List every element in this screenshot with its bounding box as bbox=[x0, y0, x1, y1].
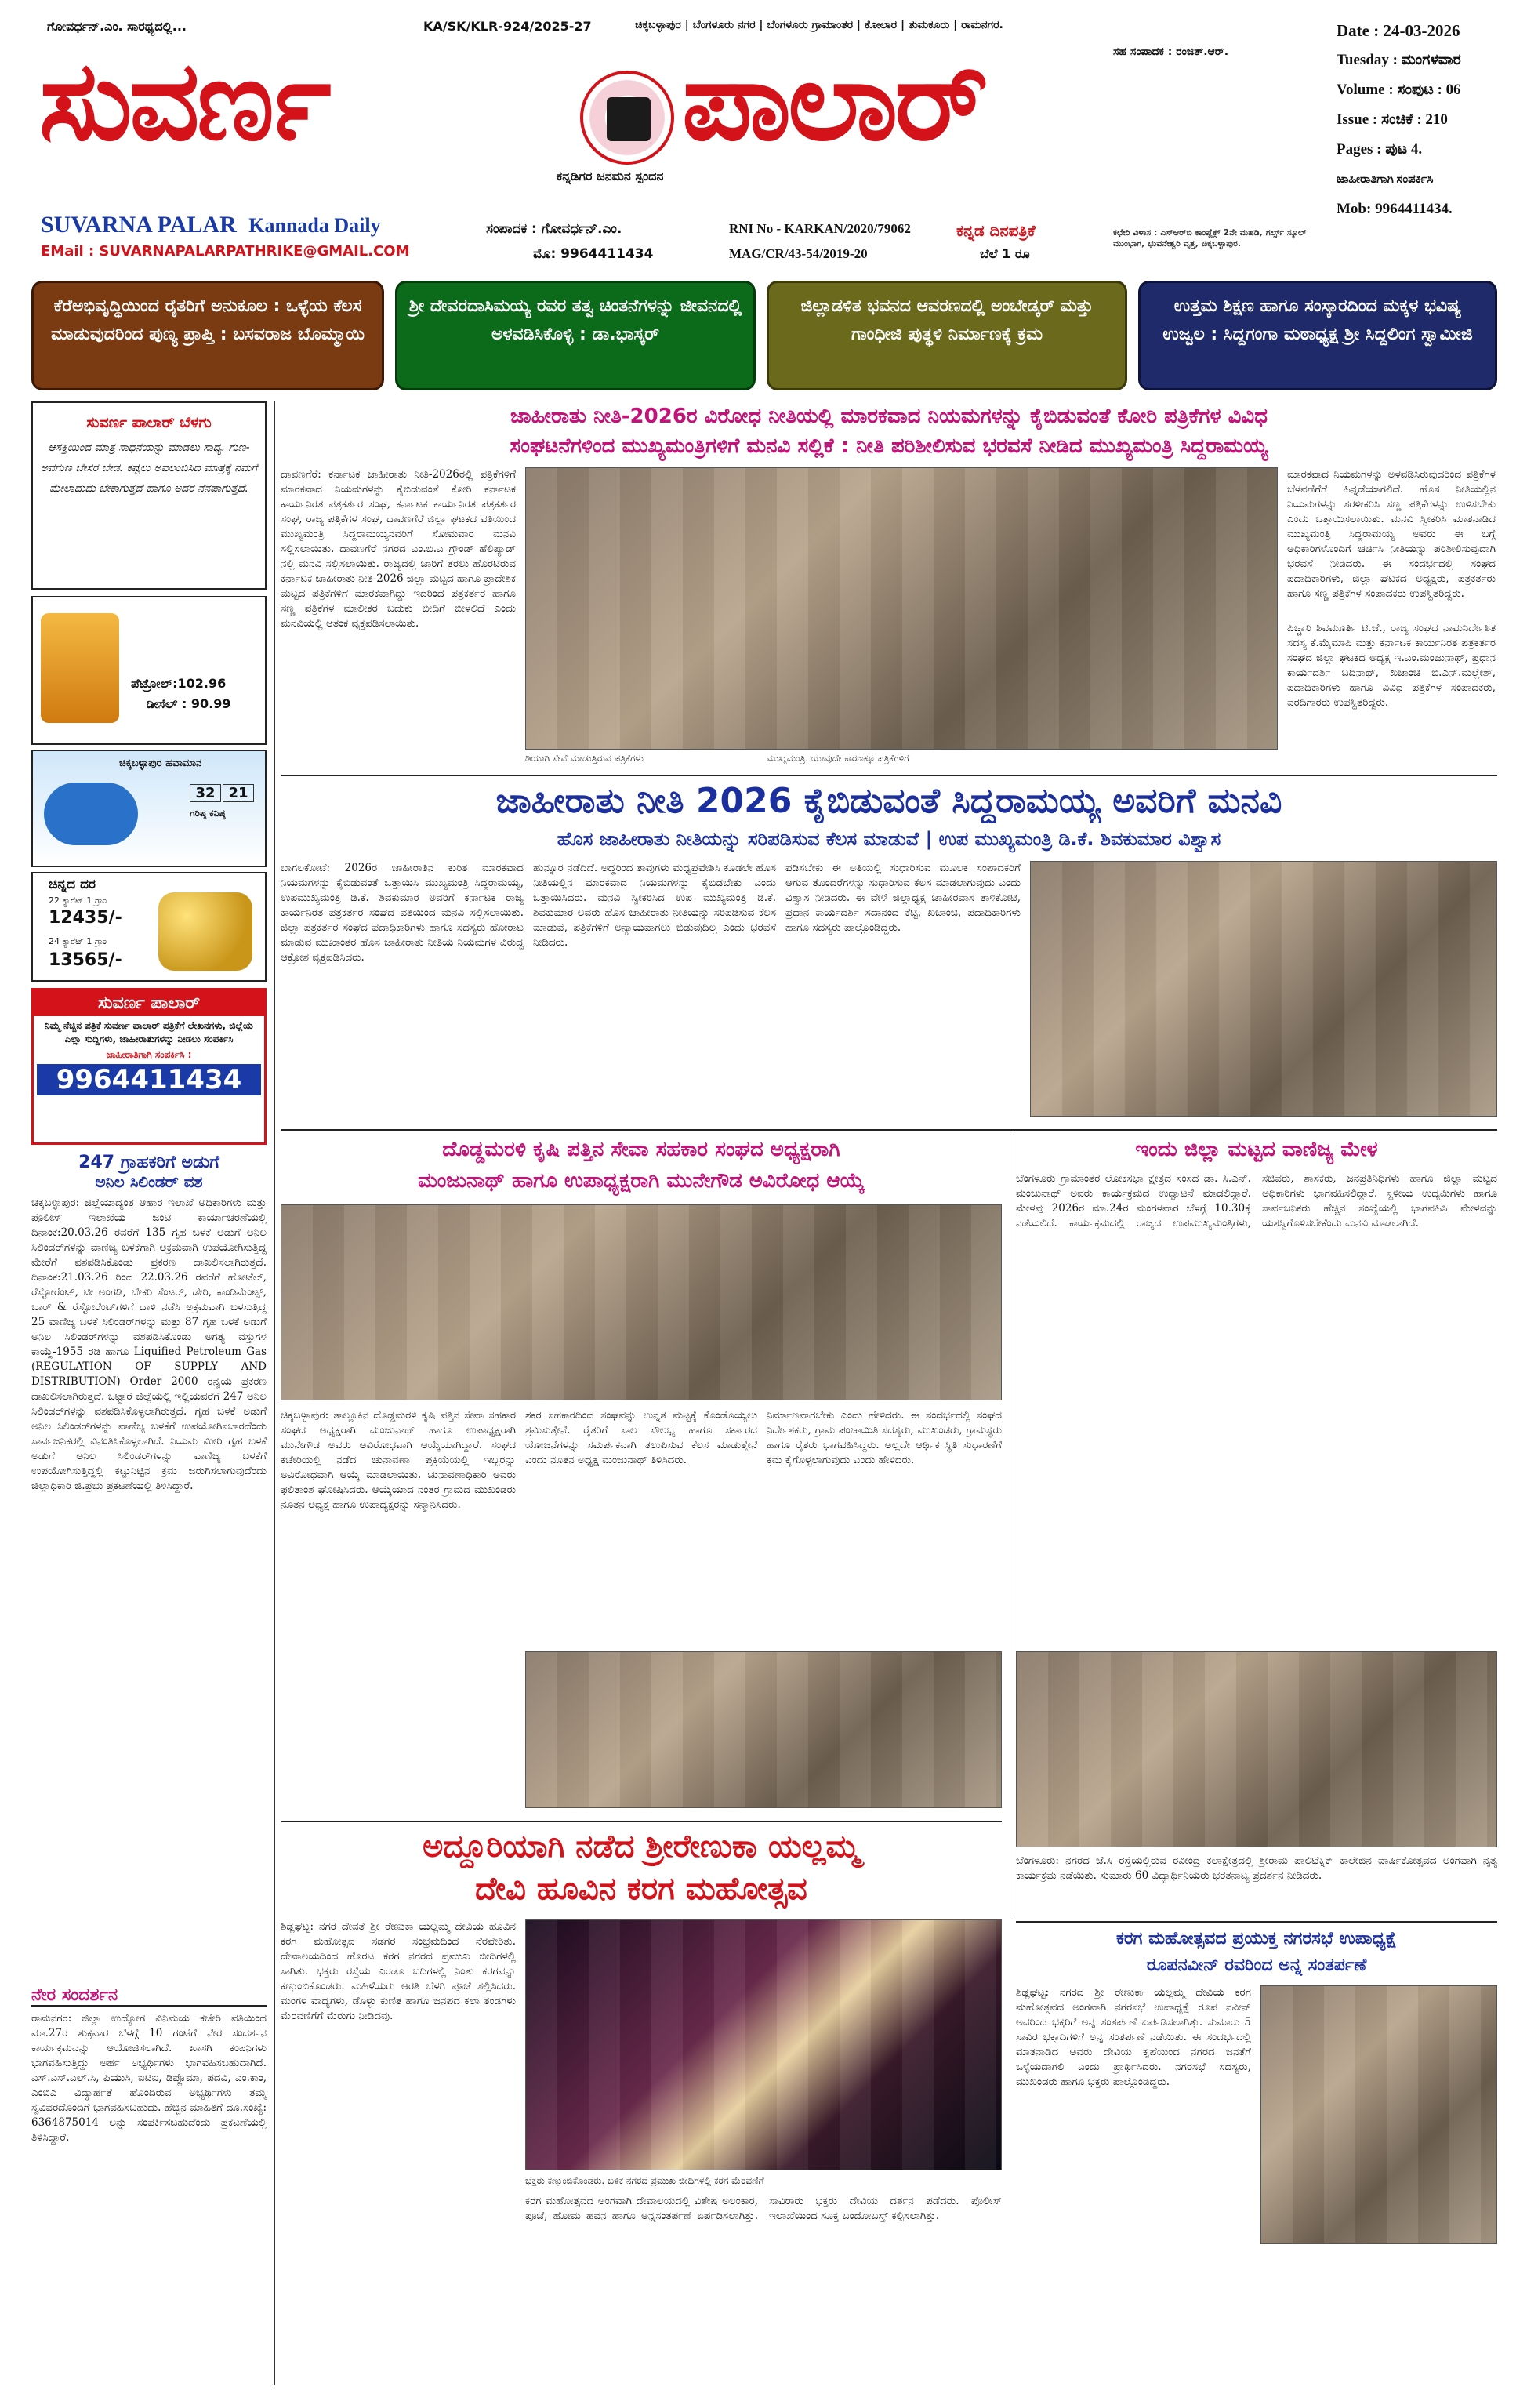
annadana-headline-1: ಕರಗ ಮಹೋತ್ಸವದ ಪ್ರಯುಕ್ತ ನಗರಸಭೆ ಉಪಾಧ್ಯಕ್ಷೆ bbox=[1115, 1929, 1398, 1949]
issue-info bbox=[1337, 16, 1501, 224]
lead-story bbox=[281, 401, 1497, 770]
trade-fair-text: ಬೆಂಗಳೂರು ಗ್ರಾಮಾಂತರ ಲೋಕಸಭಾ ಕ್ಷೇತ್ರದ ಸಂಸದ ಡಾ. ಸಿ.ಎನ್. ಮಂಜುನಾಥ್ ಅವರು ಕಾರ್ಯಕ್ರಮದ ಉದ್ಘಾಟನೆ ಮಾಡಲಿದ್ದಾರೆ. ಮೇಳವು 2026ರ ಮಾ.24ರ ಮಂಗಳವಾರ ಬೆಳಗ್ಗೆ 10.30ಕ್ಕೆ ನಡೆಯಲಿದೆ. ಕಾರ್ಯಕ್ರಮದಲ್ಲಿ ರಾಜ್ಯದ ಉಪಮುಖ್ಯಮಂತ್ರಿಗಳು, ಸಚಿವರು, ಶಾಸಕರು, ಜನಪ್ರತಿನಿಧಿಗಳು ಹಾಗೂ ಜಿಲ್ಲಾ ಮಟ್ಟದ ಅಧಿಕಾರಿಗಳು ಭಾಗವಹಿಸಲಿದ್ದಾರೆ. ಸ್ಥಳೀಯ ಉದ್ಯಮಿಗಳು ಹಾಗೂ ಸಾರ್ವಜನಿಕರು ಹೆಚ್ಚಿನ ಸಂಖ್ಯೆಯಲ್ಲಿ ಭಾಗವಹಿಸಿ ಮೇಳವನ್ನು ಯಶಸ್ವಿಗೊಳಿಸಬೇಕೆಂದು ಮನವಿ ಮಾಡಲಾಗಿದೆ. bbox=[1016, 1172, 1497, 1229]
temp-min: 21 bbox=[223, 784, 254, 802]
karaga-headline-1: ಅದ್ದೂರಿಯಾಗಿ ನಡೆದ ಶ್ರೀರೇಣುಕಾ ಯಲ್ಲಮ್ಮ bbox=[423, 1829, 860, 1865]
fuel-box bbox=[31, 596, 267, 745]
english-name-main: SUVARNA PALAR bbox=[41, 212, 237, 238]
teaser-2-text: ಶ್ರೀ ದೇವರದಾಸಿಮಯ್ಯ ರವರ ತತ್ವ ಚಿಂತನೆಗಳನ್ನು ಜೀವನದಲ್ಲಿ ಅಳವಡಿಸಿಕೊಳ್ಳಿ : ಡಾ.ಭಾಸ್ಕರ್ bbox=[408, 296, 742, 344]
coop-headline-1: ದೊಡ್ಡಮರಳಿ ಕೃಷಿ ಪತ್ತಿನ ಸೇವಾ ಸಹಕಾರ ಸಂಘದ ಅಧ್ಯಕ್ಷರಾಗಿ bbox=[442, 1138, 840, 1161]
coop-col-3: ನಿರ್ಮಾಣವಾಗಬೇಕು ಎಂದು ಹೇಳಿದರು. ಈ ಸಂದರ್ಭದಲ್ಲಿ ಸಂಘದ ನಿರ್ದೇಶಕರು, ಗ್ರಾಮ ಪಂಚಾಯಿತಿ ಸದಸ್ಯರು, ಮುಖಂಡರು, ಗ್ರಾಮಸ್ಥರು ಹಾಗೂ ರೈತರು ಭಾಗವಹಿಸಿದ್ದರು. ಅಲ್ಲದೇ ಆರ್ಥಿಕ ಸ್ಥಿತಿ ಸುಧಾರಣೆಗೆ ಕ್ರಮ ಕೈಗೊಳ್ಳಲಾಗುವುದು ಎಂದು ಹೇಳಿದರು. bbox=[767, 1409, 1002, 1466]
karaga-photo-caption: ಭಕ್ತರು ಕಣ್ತುಂಬಿಕೊಂಡರು. ಬಳಿಕ ನಗರದ ಪ್ರಮುಖ ಬೀದಿಗಳಲ್ಲಿ ಕರಗ ಮೆರವಣಿಗೆ bbox=[525, 2175, 764, 2186]
trade-fair-photo-text: ಬೆಂಗಳೂರು: ನಗರದ ಜೆ.ಸಿ ರಸ್ತೆಯಲ್ಲಿರುವ ರವೀಂದ್ರ ಕಲಾಕ್ಷೇತ್ರದಲ್ಲಿ ಶ್ರೀರಾಮ ಪಾಲಿಟೆಕ್ನಿಕ್ ಕಾಲೇಜಿನ ವಾರ್ಷಿಕೋತ್ಸವದ ಅಂಗವಾಗಿ ನೃತ್ಯ ಕಾರ್ಯಕ್ರಮ ನಡೆಯಿತು. ಸುಮಾರು 60 ವಿದ್ಯಾರ್ಥಿನಿಯರು ಭರತನಾಟ್ಯ ಪ್ರದರ್ಶನ ನೀಡಿದರು. bbox=[1016, 1854, 1497, 1882]
editor-mobile: ಮೊ: 9964411434 bbox=[533, 246, 654, 262]
gold24-price: 13565/- bbox=[49, 950, 122, 970]
lead-photo-caption-1: ಡಿಯಾಗಿ ಸೇವೆ ಮಾಡುತ್ತಿರುವ ಪತ್ರಿಕೆಗಳು bbox=[525, 753, 644, 764]
second-photo bbox=[1030, 861, 1497, 1117]
price: ಬೆಲೆ 1 ರೂ bbox=[980, 246, 1030, 261]
trade-fair-story bbox=[1016, 1134, 1497, 1918]
book-icon bbox=[607, 97, 651, 141]
gold24-label: 24 ಕ್ಯಾರೆಟ್ 1 ಗ್ರಾಂ bbox=[49, 936, 107, 946]
office-address: ಕಛೇರಿ ವಿಳಾಸ : ಎಸ್‌ಆರ್‌ಬಿ ಕಾಂಪ್ಲೆಕ್ಸ್ 2ನೇ ಮಹಡಿ, ಗರ್ಲ್ಸ್ ಸ್ಕೂಲ್ ಮುಂಭಾಗ, ಭುವನೇಶ್ವರಿ ವೃತ್ತ, ಚಿಕ್ಕಬಳ್ಳಾಪುರ. bbox=[1113, 227, 1307, 249]
reg-number: KA/SK/KLR-924/2025-27 bbox=[423, 19, 592, 34]
lead-col-3: ಪಿಚ್ಚಾರಿ ಶಿವಮೂರ್ತಿ ಟಿ.ಜೆ., ರಾಜ್ಯ ಸಂಘದ ನಾಮನಿರ್ದೇಶಿತ ಸದಸ್ಯ ಕೆ.ಮೈಮಾಪಿ ಮತ್ತು ಕರ್ನಾಟಕ ಕಾರ್ಯನಿರತ ಪತ್ರಕರ್ತರ ಸಂಘದ ಜಿಲ್ಲಾ ಘಟಕದ ಅಧ್ಯಕ್ಷ ಇ.ಎಂ.ಮಂಜುನಾಥ್, ಪ್ರಧಾನ ಕಾರ್ಯದರ್ಶಿ ಬದಿನಾಥ್, ಖಜಾಂಚಿ ಬಿ.ಎನ್.ಮಲ್ಲೇಶ್, ಪದಾಧಿಕಾರಿಗಳು ಹಾಗೂ ವಿವಿಧ ಪತ್ರಿಕೆಗಳ ಸಂಪಾದಕರು, ವರದಿಗಾರರು ಉಪಸ್ಥಿತರಿದ್ದರು. bbox=[1287, 622, 1496, 709]
second-col-3: ಪಡಿಸಬೇಕು ಈ ಅತಿಯಲ್ಲಿ ಸುಧಾರಿಸುವ ಮೂಲಕ ಸಂಪಾದಕರಿಗೆ ಆಗುವ ತೊಂದರೆಗಳನ್ನು ಸುಧಾರಿಸುವ ಕೆಲಸ ಮಾಡಲಾಗುವುದು ಎಂದು ವಿಶ್ವಾಸ ನೀಡಿದರು. ಈ ವೇಳೆ ಜಿಲ್ಲಾಧ್ಯಕ್ಷ ಜಾಹೀರವಾಸ ತಾಳಿಕೋಟಿ, ಪ್ರಧಾನ ಕಾರ್ಯದರ್ಶಿ ಸದಾನಂದ ಕೆಟ್ಟಿ, ಖಜಾಂಚಿ, ಪದಾಧಿಕಾರಿಗಳು ಹಾಗೂ ಸದಸ್ಯರು ಪಾಲ್ಗೊಂಡಿದ್ದರು. bbox=[785, 862, 1021, 934]
teaser-1[interactable] bbox=[31, 281, 384, 390]
issue-day: Tuesday : ಮಂಗಳವಾರ bbox=[1337, 52, 1461, 68]
gold22-price: 12435/- bbox=[49, 908, 122, 928]
teaser-row bbox=[31, 281, 1497, 397]
promo-text: ನಿಮ್ಮ ನೆಚ್ಚಿನ ಪತ್ರಿಕೆ ಸುವರ್ಣ ಪಾಲಾರ್ ಪತ್ರಿಕೆಗೆ ಲೇಖನಗಳು, ಜಿಲ್ಲೆಯ ಎಲ್ಲಾ ಸುದ್ದಿಗಳು, ಜಾಹೀರಾತುಗಳನ್ನು ನೀಡಲು ಸಂಪರ್ಕಿಸಿ bbox=[45, 1020, 253, 1044]
second-headline: ಜಾಹೀರಾತು ನೀತಿ 2026 ಕೈಬಿಡುವಂತೆ ಸಿದ್ದರಾಮಯ್ಯ ಅವರಿಗೆ ಮನವಿ bbox=[495, 781, 1282, 821]
diesel-price: ಡೀಸೆಲ್ : 90.99 bbox=[147, 696, 231, 711]
english-name-sub: Kannada Daily bbox=[248, 214, 381, 237]
annadana-story bbox=[1016, 1926, 1497, 2385]
lead-photo bbox=[525, 467, 1278, 750]
title-right: ಪಾಲಾರ್ bbox=[682, 38, 985, 165]
karaga-headline-2: ದೇವಿ ಹೂವಿನ ಕರಗ ಮಹೋತ್ಸವ bbox=[475, 1871, 807, 1907]
annadana-text: ಶಿಡ್ಲಘಟ್ಟ: ನಗರದ ಶ್ರೀ ರೇಣುಕಾ ಯಲ್ಲಮ್ಮ ದೇವಿಯ ಕರಗ ಮಹೋತ್ಸವದ ಅಂಗವಾಗಿ ನಗರಸಭೆ ಉಪಾಧ್ಯಕ್ಷೆ ರೂಪ ನವೀನ್ ಅವರಿಂದ ಭಕ್ತರಿಗೆ ಅನ್ನ ಸಂತರ್ಪಣೆ ಏರ್ಪಡಿಸಲಾಗಿತ್ತು. ಸುಮಾರು 5 ಸಾವಿರ ಭಕ್ತಾದಿಗಳಿಗೆ ಅನ್ನ ಸಂತರ್ಪಣೆ ನಡೆಯಿತು. ಈ ಸಂದರ್ಭದಲ್ಲಿ ಮಾತನಾಡಿದ ಅವರು ದೇವಿಯ ಕೃಪೆಯಿಂದ ನಗರದ ಜನತೆಗೆ ಒಳ್ಳೆಯದಾಗಲಿ ಎಂದು ಪ್ರಾರ್ಥಿಸಿದರು. ನಗರಸಭೆ ಸದಸ್ಯರು, ಮುಖಂಡರು ಹಾಗೂ ಭಕ್ತರು ಪಾಲ್ಗೊಂಡಿದ್ದರು. bbox=[1016, 1986, 1251, 2088]
promo-title: ಸುವರ್ಣ ಪಾಲಾರ್ bbox=[34, 990, 264, 1016]
gas-text: ಚಿಕ್ಕಬಳ್ಳಾಪುರ: ಜಿಲ್ಲೆಯಾದ್ಯಂತ ಆಹಾರ ಇಲಾಖೆ ಅಧಿಕಾರಿಗಳು ಮತ್ತು ಪೊಲೀಸ್ ಇಲಾಖೆಯ ಜಂಟಿ ಕಾರ್ಯಾಚರಣೆಯಲ್ಲಿ ದಿನಾಂಕ:20.03.26 ರವರೆಗೆ 135 ಗೃಹ ಬಳಕೆ ಅಡುಗೆ ಅನಿಲ ಸಿಲಿಂಡರ್‌ಗಳನ್ನು ವಾಣಿಜ್ಯ ಬಳಕೆಗಾಗಿ ಅಕ್ರಮವಾಗಿ ಉಪಯೋಗಿಸುತ್ತಿದ್ದ ಮೇರೆಗೆ ವಶಪಡಿಸಿಕೊಂಡು ಪ್ರಕರಣ ದಾಖಲಿಸಲಾಗಿರುತ್ತದೆ. ದಿನಾಂಕ:21.03.26 ರಿಂದ 22.03.26 ರವರೆಗೆ ಹೋಟೆಲ್, ರೆಸ್ಟೋರೆಂಟ್, ಟೀ ಅಂಗಡಿ, ಬೇಕರಿ ಸೆಂಟರ್, ಡೇರಿ, ಕಾಂಡಿಮೆಂಟ್ಸ್, ಬಾರ್ & ರೆಸ್ಟೋರೆಂಟ್‌ಗಳಿಗೆ ದಾಳಿ ನಡೆಸಿ ಅಕ್ರಮವಾಗಿ ಬಳಸುತ್ತಿದ್ದ 25 ವಾಣಿಜ್ಯ ಬಳಕೆ ಸಿಲಿಂಡರ್‌ಗಳನ್ನು ಮತ್ತು 87 ಗೃಹ ಬಳಕೆ ಅಡುಗೆ ಅನಿಲ ಸಿಲಿಂಡರ್‌ಗಳನ್ನು ವಶಪಡಿಸಿಕೊಂಡು ಅಗತ್ಯ ವಸ್ತುಗಳ ಕಾಯ್ದೆ-1955 ರಡಿ ಹಾಗೂ Liquified Petroleum Gas (REGULATION OF SUPPLY AND DISTRIBUTION) Order 2000 ರನ್ವಯ ಪ್ರಕರಣ ದಾಖಲಿಸಲಾಗಿರುತ್ತದೆ. ಒಟ್ಟಾರೆ ಜಿಲ್ಲೆಯಲ್ಲಿ ಇಲ್ಲಿಯವರೆಗೆ 247 ಅನಿಲ ಸಿಲಿಂಡರ್‌ಗಳನ್ನು ವಶಪಡಿಸಿಕೊಳ್ಳಲಾಗಿರುತ್ತದೆ. ಗೃಹ ಬಳಕೆ ಅಡುಗೆ ಅನಿಲ ಸಿಲಿಂಡರ್‌ಗಳನ್ನು ವಾಣಿಜ್ಯ ಬಳಕೆಗೆ ಉಪಯೋಗಿಸಬಾರದೆಂದು ಸಾರ್ವಜನಿಕರಲ್ಲಿ ವಿನಂತಿಸಿಕೊಳ್ಳಲಾಗಿದೆ. ನಿಯಮ ಮೀರಿ ಗೃಹ ಬಳಕೆ ಅಡುಗೆ ಅನಿಲ ಸಿಲಿಂಡರ್‌ಗಳನ್ನು ವಾಣಿಜ್ಯ ಬಳಕೆಗೆ ಉಪಯೋಗಿಸುತ್ತಿದ್ದಲ್ಲಿ ಕಟ್ಟುನಿಟ್ಟಿನ ಕ್ರಮ ಜರುಗಿಸಲಾಗುವುದೆಂದು ಜಿಲ್ಲಾಧಿಕಾರಿ ಜಿ.ಪ್ರಭು ಪ್ರಕಟಣೆಯಲ್ಲಿ ತಿಳಿಸಿದ್ದಾರೆ. bbox=[31, 1197, 267, 1492]
trade-fair-photo bbox=[1016, 1651, 1497, 1847]
coop-headline-2: ಮಂಜುನಾಥ್ ಹಾಗೂ ಉಪಾಧ್ಯಕ್ಷರಾಗಿ ಮುನೇಗೌಡ ಅವಿರೋಧ ಆಯ್ಕೆ bbox=[418, 1169, 865, 1193]
gas-title: 247 ಗ್ರಾಹಕರಿಗೆ ಅಡುಗೆ bbox=[78, 1153, 219, 1172]
issue-pages: Pages : ಪುಟ 4. bbox=[1337, 141, 1423, 158]
lead-col-1: ದಾವಣಗೆರೆ: ಕರ್ನಾಟಕ ಜಾಹೀರಾತು ನೀತಿ-2026ರಲ್ಲಿ ಪತ್ರಿಕೆಗಳಿಗೆ ಮಾರಕವಾದ ನಿಯಮಗಳನ್ನು ಕೈಬಿಡುವಂತೆ ಕೋರಿ ಕರ್ನಾಟಕ ಕಾರ್ಯನಿರತ ಪತ್ರಕರ್ತರ ಸಂಘ, ಕರ್ನಾಟಕ ಕಾರ್ಯನಿರತ ಪತ್ರಕರ್ತರ ಸಂಘ, ರಾಜ್ಯ ಪತ್ರಿಕೆಗಳ ಸಂಘ, ದಾವಣಗೆರೆ ಜಿಲ್ಲಾ ಘಟಕದ ವತಿಯಿಂದ ಮುಖ್ಯಮಂತ್ರಿ ಸಿದ್ದರಾಮಯ್ಯನವರಿಗೆ ಸೋಮವಾರ ಮನವಿ ಸಲ್ಲಿಸಲಾಯಿತು. ದಾವಣಗೆರೆ ನಗರದ ಎಂ.ಬಿ.ಎ ಗ್ರೌಂಡ್ ಹೆಲಿಪ್ಯಾಡ್ ನಲ್ಲಿ ಮನವಿ ಸಲ್ಲಿಸಲಾಯಿತು. ರಾಜ್ಯದಲ್ಲಿ ಜಾರಿಗೆ ತರಲು ಹೊರಟಿರುವ ಕರ್ನಾಟಕ ಜಾಹೀರಾತು ನೀತಿ-2026 ಜಿಲ್ಲಾ ಮಟ್ಟದ ಹಾಗೂ ಪ್ರಾದೇಶಿಕ ಮಟ್ಟದ ಪತ್ರಿಕೆಗಳಿಗೆ ಮಾರಕವಾಗಿದ್ದು ಇದರಿಂದ ಪತ್ರಕರ್ತರ ಹಾಗೂ ಸಣ್ಣ ಪತ್ರಿಕೆಗಳ ಮಾಲೀಕರ ಬದುಕು ಬೀದಿಗೆ ಬೀಳಲಿದೆ ಎಂದು ಮನವಿಯಲ್ಲಿ ಆತಂಕ ವ್ಯಕ್ತಪಡಿಸಲಾಯಿತು. bbox=[281, 468, 516, 630]
rni-number: RNI No - KARKAN/2020/79062 bbox=[729, 221, 911, 236]
karaga-col-1: ಶಿಡ್ಲಘಟ್ಟ: ನಗರ ದೇವತೆ ಶ್ರೀ ರೇಣುಕಾ ಯಲ್ಲಮ್ಮ ದೇವಿಯ ಹೂವಿನ ಕರಗ ಮಹೋತ್ಸವ ಸಡಗರ ಸಂಭ್ರಮದಿಂದ ನೆರವೇರಿತು. ದೇವಾಲಯದಿಂದ ಹೊರಟ ಕರಗ ನಗರದ ಪ್ರಮುಖ ಬೀದಿಗಳಲ್ಲಿ ಸಾಗಿತು. ಭಕ್ತರು ರಸ್ತೆಯ ಎರಡೂ ಬದಿಗಳಲ್ಲಿ ನಿಂತು ಕರಗವನ್ನು ಕಣ್ತುಂಬಿಕೊಂಡರು. ಮಹಿಳೆಯರು ಆರತಿ ಬೆಳಗಿ ಪೂಜೆ ಸಲ್ಲಿಸಿದರು. ಮಂಗಳ ವಾದ್ಯಗಳು, ಡೊಳ್ಳು ಕುಣಿತ ಹಾಗೂ ಜನಪದ ಕಲಾ ತಂಡಗಳು ಮೆರವಣಿಗೆಗೆ ಮೆರುಗು ನೀಡಿದವು. bbox=[281, 1920, 516, 2022]
gold-title: ಚಿನ್ನದ ದರ bbox=[49, 877, 96, 892]
gas-subtitle: ಅನಿಲ ಸಿಲಿಂಡರ್ ವಶ bbox=[95, 1172, 203, 1191]
second-subhead: ಹೊಸ ಜಾಹೀರಾತು ನೀತಿಯನ್ನು ಸರಿಪಡಿಸುವ ಕೆಲಸ ಮಾಡುವೆ | ಉಪ ಮುಖ್ಯಮಂತ್ರಿ ಡಿ.ಕೆ. ಶಿವಕುಮಾರ ವಿಶ್ವಾಸ bbox=[557, 828, 1221, 850]
karaga-photo bbox=[525, 1919, 1002, 2170]
tagline: ಕನ್ನಡಿಗರ ಜನಮನ ಸ್ಪಂದನ bbox=[557, 169, 664, 183]
gold-box bbox=[31, 872, 267, 982]
coop-col-1: ಚಿಕ್ಕಬಳ್ಳಾಪುರ: ತಾಲ್ಲೂಕಿನ ದೊಡ್ಡಮರಳಿ ಕೃಷಿ ಪತ್ತಿನ ಸೇವಾ ಸಹಕಾರ ಸಂಘದ ಅಧ್ಯಕ್ಷರಾಗಿ ಮಂಜುನಾಥ್ ಹಾಗೂ ಉಪಾಧ್ಯಕ್ಷರಾಗಿ ಮುನೇಗೌಡ ಅವರು ಅವಿರೋಧವಾಗಿ ಆಯ್ಕೆಯಾಗಿದ್ದಾರೆ. ಸಂಘದ ಕಚೇರಿಯಲ್ಲಿ ನಡೆದ ಚುನಾವಣಾ ಪ್ರಕ್ರಿಯೆಯಲ್ಲಿ ಇಬ್ಬರನ್ನು ಅವಿರೋಧವಾಗಿ ಆಯ್ಕೆ ಮಾಡಲಾಯಿತು. ಚುನಾವಣಾಧಿಕಾರಿ ಅವರು ಫಲಿತಾಂಶ ಘೋಷಿಸಿದರು. ಆಯ್ಕೆಯಾದ ನಂತರ ಗ್ರಾಮದ ಮುಖಂಡರು ನೂತನ ಅಧ್ಯಕ್ಷ ಹಾಗೂ ಉಪಾಧ್ಯಕ್ಷರನ್ನು ಸನ್ಮಾನಿಸಿದರು. bbox=[281, 1409, 516, 1511]
district-list: ಚಿಕ್ಕಬಳ್ಳಾಪುರ | ಬೆಂಗಳೂರು ನಗರ | ಬೆಂಗಳೂರು ಗ್ರಾಮಾಂತರ | ಕೋಲಾರ | ತುಮಕೂರು | ರಾಮನಗರ. bbox=[635, 19, 1003, 31]
gold-coins-icon bbox=[158, 892, 252, 971]
coop-photo-1 bbox=[281, 1204, 1002, 1400]
teaser-4-text: ಉತ್ತಮ ಶಿಕ್ಷಣ ಹಾಗೂ ಸಂಸ್ಕಾರದಿಂದ ಮಕ್ಕಳ ಭವಿಷ್ಯ ಉಜ್ವಲ : ಸಿದ್ದಗಂಗಾ ಮಠಾಧ್ಯಕ್ಷ ಶ್ರೀ ಸಿದ್ದಲಿಂಗ ಸ್ವಾಮೀಜಿ bbox=[1162, 296, 1473, 344]
petrol-price: ಪೆಟ್ರೋಲ್:102.96 bbox=[131, 676, 227, 691]
wishes-title: ಸುವರ್ಣ ಪಾಲಾರ್ ಬೆಳಗು bbox=[86, 414, 212, 431]
second-col-2: ಹುನ್ನೂರ ನಡೆದಿದೆ. ಅದ್ದರಿಂದ ತಾವುಗಳು ಮಧ್ಯಪ್ರವೇಶಿಸಿ ಕೂಡಲೇ ಹೊಸ ನೀತಿಯಲ್ಲಿನ ಮಾರಕವಾದ ನಿಯಮಗಳನ್ನು ಕೈಬಿಡಬೇಕು ಎಂದು ಒತ್ತಾಯಿಸಿದರು. ಮನವಿ ಸ್ವೀಕರಿಸಿದ ಉಪ ಮುಖ್ಯಮಂತ್ರಿ ಡಿ.ಕೆ. ಶಿವಕುಮಾರ ಅವರು ಹೊಸ ಜಾಹೀರಾತು ನೀತಿಯನ್ನು ಸರಿಪಡಿಸುವ ಕೆಲಸ ಮಾಡುವೆ, ಪತ್ರಿಕೆಗಳಿಗೆ ಅನ್ಯಾಯವಾಗಲು ಬಿಡುವುದಿಲ್ಲ ಎಂದು ಭರವಸೆ ನೀಡಿದರು. bbox=[533, 862, 776, 949]
promo-phone[interactable]: 9964411434 bbox=[37, 1064, 261, 1095]
coop-col-2: ಶಕರ ಸಹಕಾರದಿಂದ ಸಂಘವನ್ನು ಉನ್ನತ ಮಟ್ಟಕ್ಕೆ ಕೊಂಡೊಯ್ಯಲು ಶ್ರಮಿಸುತ್ತೇನೆ. ರೈತರಿಗೆ ಸಾಲ ಸೌಲಭ್ಯ ಹಾಗೂ ಸರ್ಕಾರದ ಯೋಜನೆಗಳನ್ನು ಸಮರ್ಪಕವಾಗಿ ತಲುಪಿಸುವ ಕೆಲಸ ಮಾಡುತ್ತೇನೆ ಎಂದು ನೂತನ ಅಧ್ಯಕ್ಷ ಮಂಜುನಾಥ್ ತಿಳಿಸಿದರು. bbox=[525, 1409, 757, 1466]
mag-number: MAG/CR/43-54/2019-20 bbox=[729, 246, 868, 261]
daily-label: ಕನ್ನಡ ದಿನಪತ್ರಿಕೆ bbox=[956, 221, 1036, 240]
email[interactable]: EMail : SUVARNAPALARPATHRIKE@GMAIL.COM bbox=[41, 243, 410, 260]
interview-title: ನೇರ ಸಂದರ್ಶನ bbox=[31, 1985, 267, 2007]
masthead-top-left: ಗೋವರ್ಧನ್.ಎಂ. ಸಾರಥ್ಯದಲ್ಲಿ... bbox=[47, 19, 187, 34]
second-story bbox=[281, 779, 1497, 1124]
teaser-3[interactable] bbox=[767, 281, 1127, 390]
editor: ಸಂಪಾದಕ : ಗೋವರ್ಧನ್.ಎಂ. bbox=[486, 221, 622, 237]
teaser-4[interactable] bbox=[1138, 281, 1497, 390]
karaga-story bbox=[281, 1825, 1002, 2385]
interview-text: ರಾಮನಗರ: ಜಿಲ್ಲಾ ಉದ್ಯೋಗ ವಿನಿಮಯ ಕಚೇರಿ ವತಿಯಿಂದ ಮಾ.27ರ ಶುಕ್ರವಾರ ಬೆಳಗ್ಗೆ 10 ಗಂಟೆಗೆ ನೇರ ಸಂದರ್ಶನ ಕಾರ್ಯಕ್ರಮವನ್ನು ಆಯೋಜಿಸಲಾಗಿದೆ. ಖಾಸಗಿ ಕಂಪನಿಗಳು ಭಾಗವಹಿಸುತ್ತಿದ್ದು ಅರ್ಹ ಅಭ್ಯರ್ಥಿಗಳು ಭಾಗವಹಿಸಬಹುದಾಗಿದೆ. ಎಸ್.ಎಸ್.ಎಲ್.ಸಿ, ಪಿಯುಸಿ, ಐಟಿಐ, ಡಿಪ್ಲೊಮಾ, ಪದವಿ, ಎಂ.ಕಾಂ, ಎಂಬಿಎ ವಿದ್ಯಾರ್ಹತೆ ಹೊಂದಿರುವ ಅಭ್ಯರ್ಥಿಗಳು ತಮ್ಮ ಸ್ವವಿವರದೊಂದಿಗೆ ಭಾಗವಹಿಸಬಹುದು. ಹೆಚ್ಚಿನ ಮಾಹಿತಿಗೆ ದೂ.ಸಂಖ್ಯೆ: 6364875014 ಅನ್ನು ಸಂಪರ್ಕಿಸಬಹುದೆಂದು ಪ್ರಕಟಣೆಯಲ್ಲಿ ತಿಳಿಸಿದ್ದಾರೆ. bbox=[31, 2012, 267, 2144]
english-name bbox=[41, 212, 381, 238]
weather-title: ಚಿಕ್ಕಬಳ್ಳಾಪುರ ಹವಾಮಾನ bbox=[119, 757, 202, 769]
interview-article bbox=[31, 1985, 267, 2385]
wishes-box bbox=[31, 401, 267, 590]
logo-emblem bbox=[580, 71, 674, 165]
issue-number: Issue : ಸಂಚಿಕೆ : 210 bbox=[1337, 111, 1448, 128]
title-left: ಸುವರ್ಣ bbox=[39, 38, 328, 165]
annadana-headline-2: ರೂಪನವೀನ್ ರವರಿಂದ ಅನ್ನ ಸಂತರ್ಪಣೆ bbox=[1146, 1956, 1367, 1975]
lead-headline-1: ಜಾಹೀರಾತು ನೀತಿ-2026ರ ವಿರೋಧ ನೀತಿಯಲ್ಲಿ ಮಾರಕವಾದ ನಿಯಮಗಳನ್ನು ಕೈಬಿಡುವಂತೆ ಕೋರಿ ಪತ್ರಿಕೆಗಳ ವಿವಿಧ bbox=[510, 405, 1268, 428]
promo-box bbox=[31, 988, 267, 1145]
issue-date: Date : 24-03-2026 bbox=[1337, 21, 1460, 40]
karaga-col-2: ಕರಗ ಮಹೋತ್ಸವದ ಅಂಗವಾಗಿ ದೇವಾಲಯದಲ್ಲಿ ವಿಶೇಷ ಅಲಂಕಾರ, ಪೂಜೆ, ಹೋಮ ಹವನ ಹಾಗೂ ಅನ್ನಸಂತರ್ಪಣೆ ಏರ್ಪಡಿಸಲಾಗಿತ್ತು. ಸಾವಿರಾರು ಭಕ್ತರು ದೇವಿಯ ದರ್ಶನ ಪಡೆದರು. ಪೊಲೀಸ್ ಇಲಾಖೆಯಿಂದ ಸೂಕ್ತ ಬಂದೋಬಸ್ತ್ ಕಲ್ಪಿಸಲಾಗಿತ್ತು. bbox=[525, 2195, 1002, 2222]
teaser-1-text: ಕೆರೆಅಭಿವೃದ್ಧಿಯಿಂದ ರೈತರಿಗೆ ಅನುಕೂಲ : ಒಳ್ಳೆಯ ಕೆಲಸ ಮಾಡುವುದರಿಂದ ಪುಣ್ಯ ಪ್ರಾಪ್ತಿ : ಬಸವರಾಜ ಬೊಮ್ಮಾಯಿ bbox=[51, 296, 365, 344]
gas-article bbox=[31, 1153, 267, 1976]
fuel-pump-icon bbox=[41, 613, 119, 723]
weather-cloud-icon bbox=[44, 783, 138, 845]
sidebar bbox=[31, 401, 267, 2385]
weather-box bbox=[31, 750, 267, 867]
annadana-photo bbox=[1260, 1985, 1497, 2244]
teaser-3-text: ಜಿಲ್ಲಾಡಳಿತ ಭವನದ ಆವರಣದಲ್ಲಿ ಅಂಬೇಡ್ಕರ್ ಮತ್ತು ಗಾಂಧೀಜಿ ಪುತ್ಥಳಿ ನಿರ್ಮಾಣಕ್ಕೆ ಕ್ರಮ bbox=[800, 296, 1094, 344]
lead-photo-caption-2: ಮುಖ್ಯಮಂತ್ರಿ. ಯಾವುದೇ ಕಾರಣಕ್ಕೂ ಪತ್ರಿಕೆಗಳಿಗೆ bbox=[767, 753, 910, 764]
ad-contact: ಜಾಹೀರಾತಿಗಾಗಿ ಸಂಪರ್ಕಿಸಿ bbox=[1337, 173, 1434, 186]
coop-story bbox=[281, 1134, 1002, 1816]
issue-volume: Volume : ಸಂಪುಟ : 06 bbox=[1337, 82, 1461, 98]
sub-editor: ಸಹ ಸಂಪಾದಕ : ರಂಜಿತ್.ಆರ್. bbox=[1113, 45, 1229, 58]
gold22-label: 22 ಕ್ಯಾರೆಟ್ 1 ಗ್ರಾಂ bbox=[49, 895, 107, 906]
coop-photo-2 bbox=[525, 1651, 1002, 1808]
lead-col-2: ಮಾರಕವಾದ ನಿಯಮಗಳನ್ನು ಅಳವಡಿಸಿರುವುದರಿಂದ ಪತ್ರಿಕೆಗಳ ಬೆಳವಣಿಗೆಗೆ ಹಿನ್ನಡೆಯಾಗಲಿದೆ. ಹೊಸ ನೀತಿಯಲ್ಲಿನ ನಿಯಮಗಳನ್ನು ಸರಳೀಕರಿಸಿ ಸಣ್ಣ ಪತ್ರಿಕೆಗಳನ್ನು ಉಳಿಸಬೇಕು ಎಂದು ಒತ್ತಾಯಿಸಲಾಯಿತು. ಮನವಿ ಸ್ವೀಕರಿಸಿ ಮಾತನಾಡಿದ ಮುಖ್ಯಮಂತ್ರಿ ಸಿದ್ದರಾಮಯ್ಯ ಅವರು ಈ ಬಗ್ಗೆ ಅಧಿಕಾರಿಗಳೊಂದಿಗೆ ಚರ್ಚಿಸಿ ನೀತಿಯನ್ನು ಪರಿಶೀಲಿಸುವುದಾಗಿ ಭರವಸೆ ನೀಡಿದರು. ಈ ಸಂದರ್ಭದಲ್ಲಿ ಸಂಘದ ಪದಾಧಿಕಾರಿಗಳು, ಜಿಲ್ಲಾ ಘಟಕದ ಅಧ್ಯಕ್ಷರು, ಪತ್ರಕರ್ತರು ಹಾಗೂ ಸಣ್ಣ ಪತ್ರಿಕೆಗಳ ಸಂಪಾದಕರು ಉಪಸ್ಥಿತರಿದ್ದರು. bbox=[1287, 468, 1496, 600]
lead-headline-2: ಸಂಘಟನೆಗಳಿಂದ ಮುಖ್ಯಮಂತ್ರಿಗಳಿಗೆ ಮನವಿ ಸಲ್ಲಿಕೆ : ನೀತಿ ಪರಿಶೀಲಿಸುವ ಭರವಸೆ ನೀಡಿದ ಮುಖ್ಯಮಂತ್ರಿ ಸಿದ್ದರಾಮಯ್ಯ bbox=[510, 434, 1268, 458]
teaser-2[interactable] bbox=[395, 281, 756, 390]
temp-max: 32 bbox=[190, 784, 221, 802]
ad-mobile: Mob: 9964411434. bbox=[1337, 201, 1453, 217]
masthead bbox=[31, 16, 1497, 290]
promo-contact: ಜಾಹೀರಾತಿಗಾಗಿ ಸಂಪರ್ಕಿಸಿ : bbox=[106, 1049, 192, 1060]
wishes-text: ಆಸಕ್ತಿಯಿಂದ ಮಾತ್ರ ಸಾಧನೆಯನ್ನು ಮಾಡಲು ಸಾಧ್ಯ. ಗುಣ-ಅವಗುಣ ಬೇಸರ ಬೇಡ. ಕಷ್ಟಲು ಅವಲಂಬಿಸಿದ ಮಾತ್ರಕ್ಕೆ ನಮಗೆ ಮೇಲಾದುದು ಬೇಕಾಗುತ್ತದೆ ಹಾಗೂ ಅದರ ನೆನಪಾಗುತ್ತದೆ. bbox=[40, 441, 258, 495]
trade-fair-headline: ಇಂದು ಜಿಲ್ಲಾ ಮಟ್ಟದ ವಾಣಿಜ್ಯ ಮೇಳ bbox=[1135, 1138, 1378, 1161]
second-col-1: ಬಾಗಲಕೋಟೆ: 2026ರ ಜಾಹೀರಾತಿನ ಕುರಿತ ಮಾರಕವಾದ ನಿಯಮಗಳನ್ನು ಕೈಬಿಡುವಂತೆ ಒತ್ತಾಯಿಸಿ ಮುಖ್ಯಮಂತ್ರಿ ಸಿದ್ದರಾಮಯ್ಯ, ಉಪಮುಖ್ಯಮಂತ್ರಿ ಡಿ.ಕೆ. ಶಿವಕುಮಾರ ಅವರಿಗೆ ಕರ್ನಾಟಕ ರಾಜ್ಯ ಕಾರ್ಯನಿರತ ಪತ್ರಕರ್ತರ ಸಂಘದ ವತಿಯಿಂದ ಮನವಿ ಸಲ್ಲಿಸಲಾಯಿತು. ಜಿಲ್ಲಾ ಪತ್ರಕರ್ತರ ಸಂಘದ ಪದಾಧಿಕಾರಿಗಳು ಹಾಗೂ ಸದಸ್ಯರು ಹೋರಾಟ ಮಾಡುವ ಮುಖಾಂತರ ಹೊಸ ಜಾಹೀರಾತು ನೀತಿಯ ನಿಯಮಗಳ ವಿರುದ್ಧ ಆಕ್ರೋಶ ವ್ಯಕ್ತಪಡಿಸಿದರು. bbox=[281, 862, 524, 964]
temp-labels: ಗರಿಷ್ಠ ಕನಿಷ್ಠ bbox=[190, 808, 226, 819]
